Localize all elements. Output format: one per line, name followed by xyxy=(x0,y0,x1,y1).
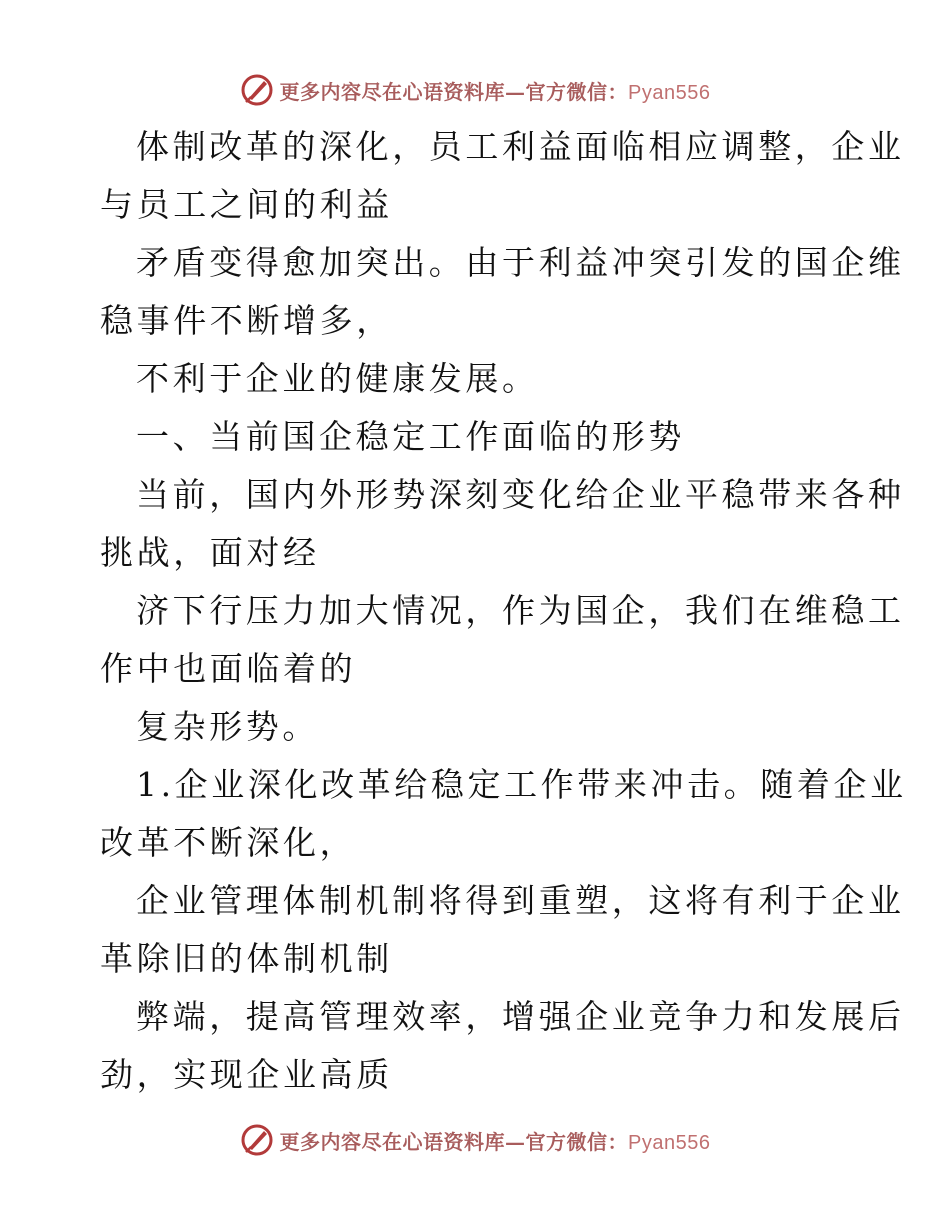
text-line: 挑战，面对经 xyxy=(100,533,320,572)
text-line: 复杂形势。 xyxy=(136,707,319,746)
header-watermark-banner xyxy=(0,70,950,110)
banner-text: 更多内容尽在心语资料库—官方微信： xyxy=(279,1129,629,1154)
banner-handle: Pyan556 xyxy=(628,81,711,104)
text-line: 矛盾变得愈加突出。由于利益冲突引发的国企维 xyxy=(136,243,905,282)
banner-label xyxy=(280,76,711,105)
text-line: 改革不断深化， xyxy=(100,823,357,862)
banner-text: 更多内容尽在心语资料库—官方微信： xyxy=(279,79,629,104)
banner-label xyxy=(280,1126,711,1155)
text-line: 稳事件不断增多， xyxy=(100,301,393,340)
text-line: 不利于企业的健康发展。 xyxy=(136,359,539,398)
quill-logo-icon xyxy=(240,73,274,107)
document-body xyxy=(100,118,907,1104)
text-line: 与员工之间的利益 xyxy=(100,185,393,224)
text-line: 弊端，提高管理效率，增强企业竞争力和发展后 xyxy=(136,997,905,1036)
banner-handle: Pyan556 xyxy=(628,1131,711,1154)
text-line: 体制改革的深化，员工利益面临相应调整，企业 xyxy=(136,127,905,166)
text-line: 当前，国内外形势深刻变化给企业平稳带来各种 xyxy=(136,475,905,514)
text-line: 济下行压力加大情况，作为国企，我们在维稳工 xyxy=(136,591,905,630)
quill-logo-icon xyxy=(240,1123,274,1157)
text-line: 劲，实现企业高质 xyxy=(100,1055,393,1094)
text-line: 革除旧的体制机制 xyxy=(100,939,393,978)
text-line: 企业管理体制机制将得到重塑，这将有利于企业 xyxy=(136,881,905,920)
text-line: 1.企业深化改革给稳定工作带来冲击。随着企业 xyxy=(136,765,907,804)
footer-watermark-banner xyxy=(0,1120,950,1160)
text-line: 一、当前国企稳定工作面临的形势 xyxy=(136,417,685,456)
text-line: 作中也面临着的 xyxy=(100,649,357,688)
